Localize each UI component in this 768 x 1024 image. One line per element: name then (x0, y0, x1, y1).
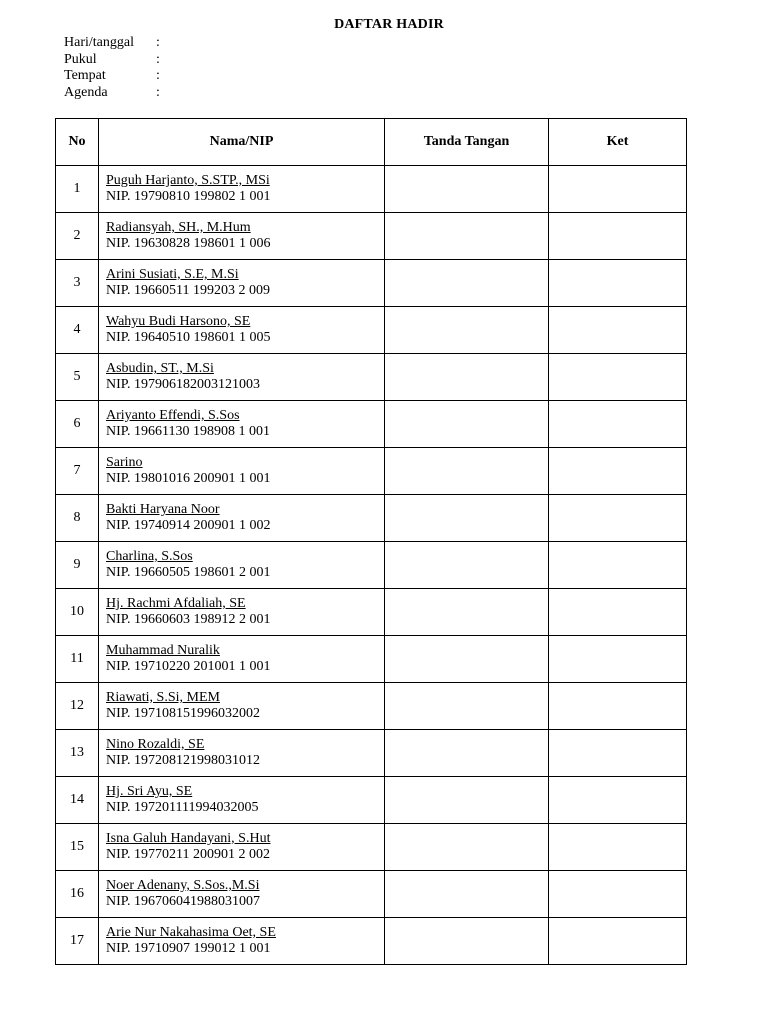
name-nip-cell (99, 824, 385, 871)
name-nip-cell (99, 448, 385, 495)
table-row (56, 636, 687, 683)
row-number: 6 (56, 401, 99, 448)
attendee-name: Ariyanto Effendi, S.Sos (106, 408, 240, 423)
signature-cell[interactable] (385, 730, 549, 777)
signature-cell[interactable] (385, 166, 549, 213)
row-number: 9 (56, 542, 99, 589)
meta-colon: : (156, 68, 160, 84)
name-nip-cell (99, 213, 385, 260)
note-cell[interactable] (549, 307, 687, 354)
attendee-name: Isna Galuh Handayani, S.Hut (106, 831, 271, 846)
signature-cell[interactable] (385, 777, 549, 824)
name-nip-cell (99, 589, 385, 636)
note-cell[interactable] (549, 730, 687, 777)
meta-label: Pukul (64, 51, 97, 67)
row-number: 5 (56, 354, 99, 401)
meta-colon: : (156, 84, 160, 100)
attendee-nip: NIP. 19740914 200901 1 002 (106, 518, 271, 533)
table-row (56, 213, 687, 260)
attendee-name: Noer Adenany, S.Sos.,M.Si (106, 878, 260, 893)
meta-colon: : (156, 35, 160, 50)
signature-cell[interactable] (385, 871, 549, 918)
row-number: 7 (56, 448, 99, 495)
name-nip-cell (99, 401, 385, 448)
table-row (56, 918, 687, 965)
row-number: 16 (56, 871, 99, 918)
note-cell[interactable] (549, 683, 687, 730)
meta-label: Hari/tanggal (64, 35, 134, 50)
signature-cell[interactable] (385, 683, 549, 730)
signature-cell[interactable] (385, 636, 549, 683)
attendee-nip: NIP. 19660505 198601 2 001 (106, 565, 271, 580)
note-cell[interactable] (549, 401, 687, 448)
attendee-nip: NIP. 197906182003121003 (106, 377, 261, 392)
attendee-nip: NIP. 19770211 200901 2 002 (106, 847, 270, 862)
table-row (56, 871, 687, 918)
signature-cell[interactable] (385, 401, 549, 448)
attendee-name: Hj. Sri Ayu, SE (106, 784, 193, 799)
row-number: 2 (56, 213, 99, 260)
name-nip-cell (99, 730, 385, 777)
attendee-nip: NIP. 19710220 201001 1 001 (106, 659, 271, 674)
signature-cell[interactable] (385, 307, 549, 354)
attendee-nip: NIP. 19660603 198912 2 001 (106, 612, 271, 627)
table-row (56, 683, 687, 730)
row-number: 12 (56, 683, 99, 730)
table-row (56, 824, 687, 871)
table-row (56, 166, 687, 213)
note-cell[interactable] (549, 871, 687, 918)
name-nip-cell (99, 542, 385, 589)
attendee-name: Puguh Harjanto, S.STP., MSi (106, 173, 270, 188)
note-cell[interactable] (549, 542, 687, 589)
attendee-nip: NIP. 196706041988031007 (106, 894, 261, 909)
name-nip-cell (99, 871, 385, 918)
signature-cell[interactable] (385, 354, 549, 401)
meta-row-date (64, 35, 160, 52)
table-row (56, 401, 687, 448)
attendee-nip: NIP. 19801016 200901 1 001 (106, 471, 271, 486)
table-row (56, 448, 687, 495)
meta-label: Tempat (64, 68, 106, 84)
signature-cell[interactable] (385, 824, 549, 871)
attendee-name: Charlina, S.Sos (106, 549, 193, 564)
attendee-name: Asbudin, ST., M.Si (106, 361, 214, 376)
note-cell[interactable] (549, 354, 687, 401)
name-nip-cell (99, 307, 385, 354)
table-row (56, 589, 687, 636)
attendance-rows (56, 166, 687, 965)
name-nip-cell (99, 918, 385, 965)
attendee-name: Nino Rozaldi, SE (106, 737, 205, 752)
meta-row-time (64, 52, 160, 69)
row-number: 3 (56, 260, 99, 307)
signature-cell[interactable] (385, 448, 549, 495)
attendee-name: Arini Susiati, S.E, M.Si (106, 267, 239, 282)
row-number: 11 (56, 636, 99, 683)
table-header-row (56, 119, 687, 166)
signature-cell[interactable] (385, 213, 549, 260)
meta-row-agenda (64, 85, 160, 102)
column-header-signature: Tanda Tangan (385, 119, 549, 166)
name-nip-cell (99, 495, 385, 542)
attendee-nip: NIP. 197208121998031012 (106, 753, 261, 768)
note-cell[interactable] (549, 495, 687, 542)
attendee-nip: NIP. 19710907 199012 1 001 (106, 941, 271, 956)
signature-cell[interactable] (385, 260, 549, 307)
row-number: 13 (56, 730, 99, 777)
name-nip-cell (99, 683, 385, 730)
row-number: 8 (56, 495, 99, 542)
row-number: 15 (56, 824, 99, 871)
column-header-name: Nama/NIP (99, 119, 385, 166)
name-nip-cell (99, 354, 385, 401)
attendee-name: Sarino (106, 455, 143, 470)
name-nip-cell (99, 777, 385, 824)
document-title: DAFTAR HADIR (334, 17, 444, 32)
attendee-name: Hj. Rachmi Afdaliah, SE (106, 596, 246, 611)
column-header-note: Ket (549, 119, 687, 166)
note-cell[interactable] (549, 824, 687, 871)
attendee-nip: NIP. 19790810 199802 1 001 (106, 189, 271, 204)
table-row (56, 495, 687, 542)
attendee-name: Arie Nur Nakahasima Oet, SE (106, 925, 276, 940)
note-cell[interactable] (549, 166, 687, 213)
signature-cell[interactable] (385, 589, 549, 636)
note-cell[interactable] (549, 260, 687, 307)
column-header-no: No (56, 119, 99, 166)
table-row (56, 260, 687, 307)
signature-cell[interactable] (385, 542, 549, 589)
attendee-nip: NIP. 19660511 199203 2 009 (106, 283, 270, 298)
note-cell[interactable] (549, 777, 687, 824)
table-row (56, 730, 687, 777)
table-row (56, 542, 687, 589)
attendee-nip: NIP. 197108151996032002 (106, 706, 261, 721)
note-cell[interactable] (549, 636, 687, 683)
note-cell[interactable] (549, 589, 687, 636)
meeting-info (64, 35, 160, 101)
attendee-name: Wahyu Budi Harsono, SE (106, 314, 251, 329)
note-cell[interactable] (549, 213, 687, 260)
table-row (56, 307, 687, 354)
name-nip-cell (99, 636, 385, 683)
meta-label: Agenda (64, 84, 108, 100)
name-nip-cell (99, 260, 385, 307)
attendee-name: Muhammad Nuralik (106, 643, 220, 658)
attendee-name: Bakti Haryana Noor (106, 502, 220, 517)
attendance-table (55, 118, 687, 965)
attendee-nip: NIP. 19661130 198908 1 001 (106, 424, 270, 439)
name-nip-cell (99, 166, 385, 213)
attendee-name: Radiansyah, SH., M.Hum (106, 220, 251, 235)
note-cell[interactable] (549, 918, 687, 965)
signature-cell[interactable] (385, 495, 549, 542)
row-number: 1 (56, 166, 99, 213)
note-cell[interactable] (549, 448, 687, 495)
row-number: 4 (56, 307, 99, 354)
row-number: 17 (56, 918, 99, 965)
attendee-nip: NIP. 19640510 198601 1 005 (106, 330, 271, 345)
meta-colon: : (156, 51, 160, 67)
signature-cell[interactable] (385, 918, 549, 965)
row-number: 10 (56, 589, 99, 636)
row-number: 14 (56, 777, 99, 824)
attendee-name: Riawati, S.Si, MEM (106, 690, 220, 705)
attendee-nip: NIP. 197201111994032005 (106, 800, 259, 815)
table-row (56, 354, 687, 401)
table-row (56, 777, 687, 824)
attendee-nip: NIP. 19630828 198601 1 006 (106, 236, 271, 251)
meta-row-place (64, 68, 160, 85)
